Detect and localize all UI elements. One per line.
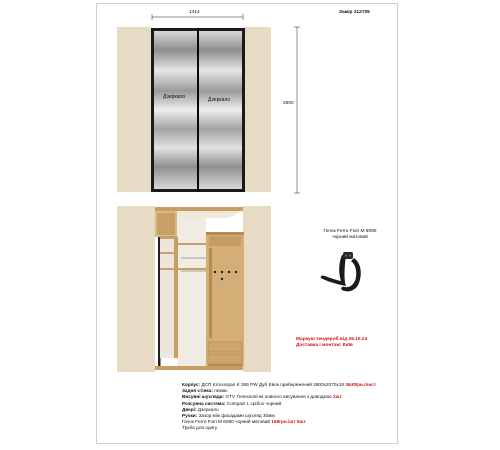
left-wall — [117, 27, 151, 192]
spec-drawers: Висувні шухляди: GTV Телескопічні повного висування з доводкою 2шт. — [182, 394, 343, 400]
drawer-1 — [208, 342, 242, 352]
top-panel — [155, 207, 243, 211]
spec-korpus: Корпус: ДСП Kronospan K 365 PW Дуб Евок прибережений 2800х2070х18 364Фрн./лист — [182, 382, 377, 387]
height-dim-label: 2600 — [283, 101, 294, 106]
spec-hook: Гачок Ferro Fiori M 6090 чорний матовий 168грн./шт 5шт. — [182, 419, 307, 425]
door-left-label: Дзеркало — [163, 94, 186, 100]
spec-handles: Ручки: Зазор між фасадами шухляд 30мм — [182, 413, 275, 419]
specifications — [182, 382, 397, 432]
spec-doors: Двері: Дзеркало — [182, 406, 219, 412]
right-wall — [244, 27, 271, 192]
spec-back: Задня стінка: немає — [182, 388, 228, 394]
hook-image — [321, 252, 361, 291]
door-left-mirror — [154, 31, 197, 189]
hook-caption: Гачок Ferro Fiori M 6090 чорний матовий — [323, 229, 377, 241]
interior-right-wall — [243, 206, 271, 372]
order-number: Замір 212705 — [339, 10, 370, 15]
mark-note: Маркую тендероб від 26.10.24 Доставка і монтаж: Київ — [296, 337, 368, 349]
interior-left-wall — [117, 206, 155, 372]
spec-rod: Труба для одягу — [182, 425, 218, 431]
door-right-label: Дзеркало — [208, 97, 231, 103]
width-dim-label: 1414 — [189, 10, 200, 15]
drawer-2 — [208, 354, 242, 364]
spec-sliding: Розсувна система: Compact L срібло чорний — [182, 400, 282, 406]
door-right-mirror — [199, 31, 242, 189]
